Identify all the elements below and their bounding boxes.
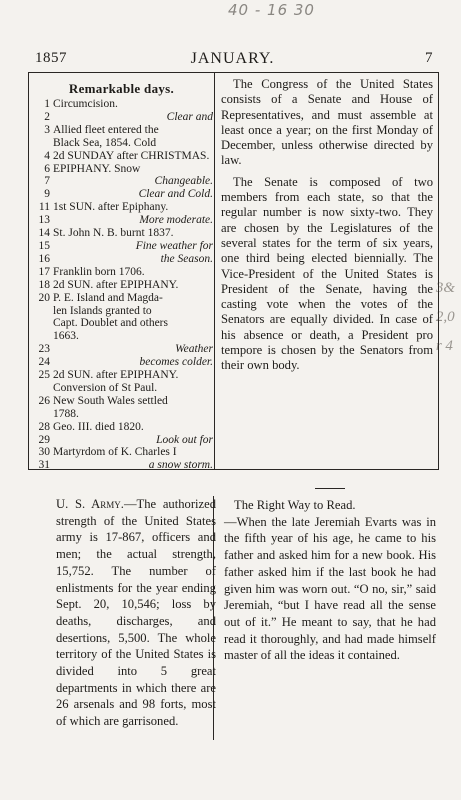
day-entry: becomes colder.	[139, 356, 213, 369]
header-month: JANUARY.	[190, 50, 275, 67]
day-entry: Conversion of St Paul.	[53, 381, 158, 394]
day-row	[32, 459, 213, 472]
day-row	[32, 240, 213, 253]
day-entry: Allied fleet entered the	[53, 123, 159, 136]
day-entry: Franklin born 1706.	[53, 265, 145, 278]
day-row	[32, 421, 213, 434]
calendar-frame	[28, 72, 439, 470]
day-number: 20	[38, 291, 50, 304]
day-row	[32, 175, 213, 188]
day-entry: 2d SUN. after EPIPHANY.	[53, 369, 179, 382]
day-number: 15	[38, 239, 50, 252]
day-row	[32, 343, 213, 356]
day-entry: Clear and Cold.	[138, 188, 213, 201]
right-way-text: —When the late Jeremiah Evarts was in the fifth year of his age, he came to his father and asked him for a new book. His father asked him if the last book he had given him was worn out. “O no, sir,” said Jeremiah, “but I have read all the sense out of it.” He meant to say, that he had read it thoroughly, and had made himself master of all the ideas it contained.	[224, 514, 436, 663]
army-article	[56, 496, 216, 730]
day-number: 29	[38, 433, 50, 446]
day-entry: Capt. Doublet and others	[53, 317, 168, 330]
day-entry: Look out for	[156, 433, 213, 446]
day-entry: Geo. III. died 1820.	[53, 420, 144, 433]
day-number: 7	[44, 175, 50, 188]
congress-paragraph: The Congress of the United States consists of a Senate and House of Representatives, and must assemble at least once a year; on the first Monday of December, unless otherwise directed by law.	[221, 77, 433, 168]
day-number: 28	[38, 420, 50, 433]
day-number: 4	[44, 149, 50, 162]
day-row	[32, 279, 213, 292]
day-row	[32, 369, 213, 395]
day-entry: Fine weather for	[135, 239, 213, 252]
day-row	[32, 188, 213, 201]
day-row	[32, 98, 213, 111]
army-lead: U. S. Army.	[56, 497, 124, 511]
day-number: 9	[44, 188, 50, 201]
day-row	[32, 124, 213, 150]
day-row	[32, 150, 213, 163]
army-text: —The authorized strength of the United States army is 17-867, officers and men; the actual strength, 15,752. The number of enlistments for the year ending Sept. 20, 10,546; loss by deaths, discharges, and desertions, 5,500. The whole territory of the United States is divided into 5 great departments in which there are 26 arsenals and 98 forts, most of which are garrisoned.	[56, 497, 216, 729]
bottom-section	[28, 476, 439, 746]
day-entry: len Islands granted to	[53, 304, 152, 317]
day-row	[32, 446, 213, 459]
day-row	[32, 201, 213, 214]
day-entry: 1788.	[53, 407, 79, 420]
congress-section	[221, 77, 433, 378]
day-number: 1	[44, 98, 50, 110]
day-entry: P. E. Island and Magda-	[53, 291, 163, 304]
day-entry: 1663.	[53, 330, 79, 343]
day-number: 14	[38, 227, 50, 240]
day-entry: Circumcision.	[53, 98, 118, 110]
day-number: 13	[38, 214, 50, 227]
day-number: 6	[44, 162, 50, 175]
day-number: 2	[44, 110, 50, 123]
page-number: 7	[425, 50, 433, 66]
day-entry: More moderate.	[139, 214, 213, 227]
day-number: 16	[38, 252, 50, 265]
header-year: 1857	[35, 50, 67, 66]
day-row	[32, 227, 213, 240]
day-row	[32, 292, 213, 344]
day-row	[32, 356, 213, 369]
day-entry: 2d SUNDAY after CHRISTMAS.	[53, 149, 210, 162]
day-entry: EPIPHANY. Snow	[53, 162, 141, 175]
day-entry: Weather	[175, 343, 213, 356]
day-entry: Changeable.	[154, 175, 213, 188]
senate-paragraph: The Senate is composed of two members from each state, so that the regular number is now sixty-two. They are chosen by the Legislatures of the several states for the term of six years, one third being elected biennially. The Vice-President of the United States is President of the Senate, having the casting vote when the votes of the Senators are equally divided. In case of his absence or death, a President pro tempore is chosen by the Senators from their own body.	[221, 174, 433, 373]
article-separator	[315, 488, 345, 489]
right-way-article	[224, 488, 436, 664]
day-row	[32, 214, 213, 227]
right-way-title: The Right Way to Read.	[234, 498, 356, 512]
day-number: 23	[38, 343, 50, 356]
day-number: 25	[38, 369, 50, 382]
day-entry: the Season.	[160, 252, 213, 265]
day-entry: a snow storm.	[148, 459, 213, 472]
day-number: 17	[38, 265, 50, 278]
day-row	[32, 434, 213, 447]
day-number: 31	[38, 459, 50, 472]
day-entry: Clear and	[166, 110, 213, 123]
day-row	[32, 163, 213, 176]
day-number: 11	[38, 201, 50, 214]
day-number: 24	[38, 356, 50, 369]
remarkable-days-title: Remarkable days.	[68, 81, 175, 96]
day-entry: Black Sea, 1854. Cold	[53, 136, 157, 149]
day-entry: Martyrdom of K. Charles I	[53, 446, 177, 459]
margin-mark: 2,0	[435, 309, 455, 325]
remarkable-days-list	[32, 98, 213, 472]
day-row	[32, 253, 213, 266]
day-row	[32, 111, 213, 124]
day-row	[32, 395, 213, 421]
day-number: 26	[38, 394, 50, 407]
day-row	[32, 266, 213, 279]
day-entry: St. John N. B. burnt 1837.	[53, 227, 174, 240]
day-entry: New South Wales settled	[53, 394, 168, 407]
day-entry: 2d SUN. after EPIPHANY.	[53, 278, 179, 291]
day-number: 3	[44, 123, 50, 136]
column-divider	[214, 73, 215, 469]
handwritten-note: 40 - 16 30	[228, 1, 315, 19]
margin-mark: 3&	[435, 280, 455, 296]
day-number: 30	[38, 446, 50, 459]
day-number: 18	[38, 278, 50, 291]
margin-mark: r 4	[435, 338, 453, 354]
day-entry: 1st SUN. after Epiphany.	[53, 201, 169, 214]
page-header	[30, 50, 435, 72]
